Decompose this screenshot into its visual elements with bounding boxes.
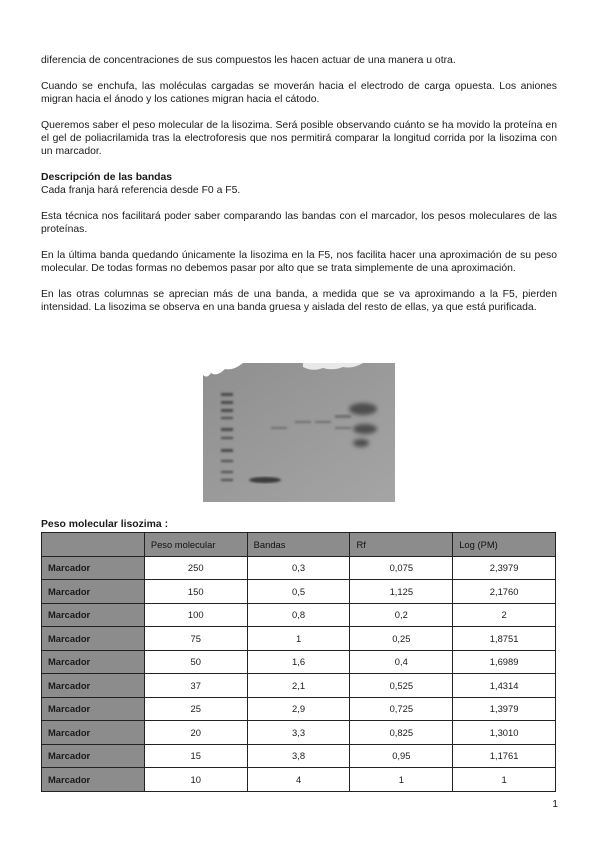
table-header-row bbox=[42, 533, 556, 557]
table-cell: 3,3 bbox=[247, 721, 350, 745]
header-cell: Log (PM) bbox=[453, 533, 556, 557]
row-label: Marcador bbox=[42, 697, 145, 721]
table-cell: 2,9 bbox=[247, 697, 350, 721]
document-body bbox=[41, 54, 557, 314]
header-cell: Peso molecular bbox=[144, 533, 247, 557]
table-cell: 1,125 bbox=[350, 580, 453, 604]
table-row bbox=[42, 768, 556, 792]
page-number: 1 bbox=[552, 799, 558, 810]
table-row bbox=[42, 580, 556, 604]
table-cell: 2,1760 bbox=[453, 580, 556, 604]
row-label: Marcador bbox=[42, 650, 145, 674]
table-cell: 3,8 bbox=[247, 744, 350, 768]
table-cell: 0,25 bbox=[350, 627, 453, 651]
table-cell: 0,725 bbox=[350, 697, 453, 721]
paragraph: En la última banda quedando únicamente la lisozima en la F5, nos facilita hacer una aproximación de su peso molecular. De todas formas no debemos pasar por alto que se trata simplemente de una aproximación. bbox=[41, 250, 557, 274]
table-cell: 1,6 bbox=[247, 650, 350, 674]
table-row bbox=[42, 603, 556, 627]
table-row bbox=[42, 674, 556, 698]
paragraph: Cada franja hará referencia desde F0 a F5. bbox=[41, 185, 241, 196]
table-cell: 10 bbox=[144, 768, 247, 792]
paragraph: En las otras columnas se aprecian más de una banda, a medida que se va aproximando a la F5, pierden intensidad. La lisozima se observa en una banda gruesa y aislada del resto de ellas, ya que está purificada. bbox=[41, 289, 557, 313]
table-cell: 1,3979 bbox=[453, 697, 556, 721]
electrophoresis-gel-image bbox=[203, 363, 395, 502]
table-cell: 0,5 bbox=[247, 580, 350, 604]
section-heading: Descripción de las bandas bbox=[41, 172, 173, 183]
table-cell: 0,2 bbox=[350, 603, 453, 627]
table-cell: 0,525 bbox=[350, 674, 453, 698]
table-cell: 100 bbox=[144, 603, 247, 627]
paragraph: Cuando se enchufa, las moléculas cargadas se moverán hacia el electrodo de carga opuesta. Los aniones migran hacia el ánodo y los cationes migran hacia el cátodo. bbox=[41, 81, 557, 105]
row-label: Marcador bbox=[42, 744, 145, 768]
table-cell: 0,075 bbox=[350, 556, 453, 580]
row-label: Marcador bbox=[42, 721, 145, 745]
table-cell: 0,3 bbox=[247, 556, 350, 580]
table-row bbox=[42, 556, 556, 580]
table-cell: 2 bbox=[453, 603, 556, 627]
table-cell: 1 bbox=[350, 768, 453, 792]
header-cell: Rf bbox=[350, 533, 453, 557]
row-label: Marcador bbox=[42, 556, 145, 580]
table-cell: 0,4 bbox=[350, 650, 453, 674]
table-cell: 1,8751 bbox=[453, 627, 556, 651]
paragraph: Queremos saber el peso molecular de la lisozima. Será posible observando cuánto se ha movido la proteína en el gel de poliacrilamida tras la electroforesis que nos permitirá comparar la longitud corrida por la lisozima con un marcador. bbox=[41, 120, 557, 157]
table-cell: 0,825 bbox=[350, 721, 453, 745]
table-row bbox=[42, 697, 556, 721]
table-cell: 25 bbox=[144, 697, 247, 721]
header-cell bbox=[42, 533, 145, 557]
row-label: Marcador bbox=[42, 674, 145, 698]
table-title: Peso molecular lisozima : bbox=[41, 519, 169, 530]
row-label: Marcador bbox=[42, 627, 145, 651]
table-cell: 4 bbox=[247, 768, 350, 792]
table-cell: 2,1 bbox=[247, 674, 350, 698]
table-cell: 1,4314 bbox=[453, 674, 556, 698]
row-label: Marcador bbox=[42, 580, 145, 604]
row-label: Marcador bbox=[42, 768, 145, 792]
table-cell: 250 bbox=[144, 556, 247, 580]
table-cell: 75 bbox=[144, 627, 247, 651]
table-cell: 15 bbox=[144, 744, 247, 768]
molecular-weight-table bbox=[41, 532, 556, 792]
table-cell: 2,3979 bbox=[453, 556, 556, 580]
row-label: Marcador bbox=[42, 603, 145, 627]
table-cell: 150 bbox=[144, 580, 247, 604]
table-cell: 37 bbox=[144, 674, 247, 698]
table-row bbox=[42, 650, 556, 674]
table-cell: 1,3010 bbox=[453, 721, 556, 745]
table-cell: 1 bbox=[247, 627, 350, 651]
table-cell: 0,95 bbox=[350, 744, 453, 768]
table-row bbox=[42, 744, 556, 768]
table-cell: 1,6989 bbox=[453, 650, 556, 674]
table-cell: 1,1761 bbox=[453, 744, 556, 768]
table-cell: 50 bbox=[144, 650, 247, 674]
header-cell: Bandas bbox=[247, 533, 350, 557]
table-cell: 20 bbox=[144, 721, 247, 745]
table-cell: 1 bbox=[453, 768, 556, 792]
table-row bbox=[42, 721, 556, 745]
table-row bbox=[42, 627, 556, 651]
table-cell: 0,8 bbox=[247, 603, 350, 627]
paragraph: Esta técnica nos facilitará poder saber comparando las bandas con el marcador, los pesos moleculares de las proteínas. bbox=[41, 211, 557, 235]
paragraph: diferencia de concentraciones de sus compuestos les hacen actuar de una manera u otra. bbox=[41, 55, 456, 66]
